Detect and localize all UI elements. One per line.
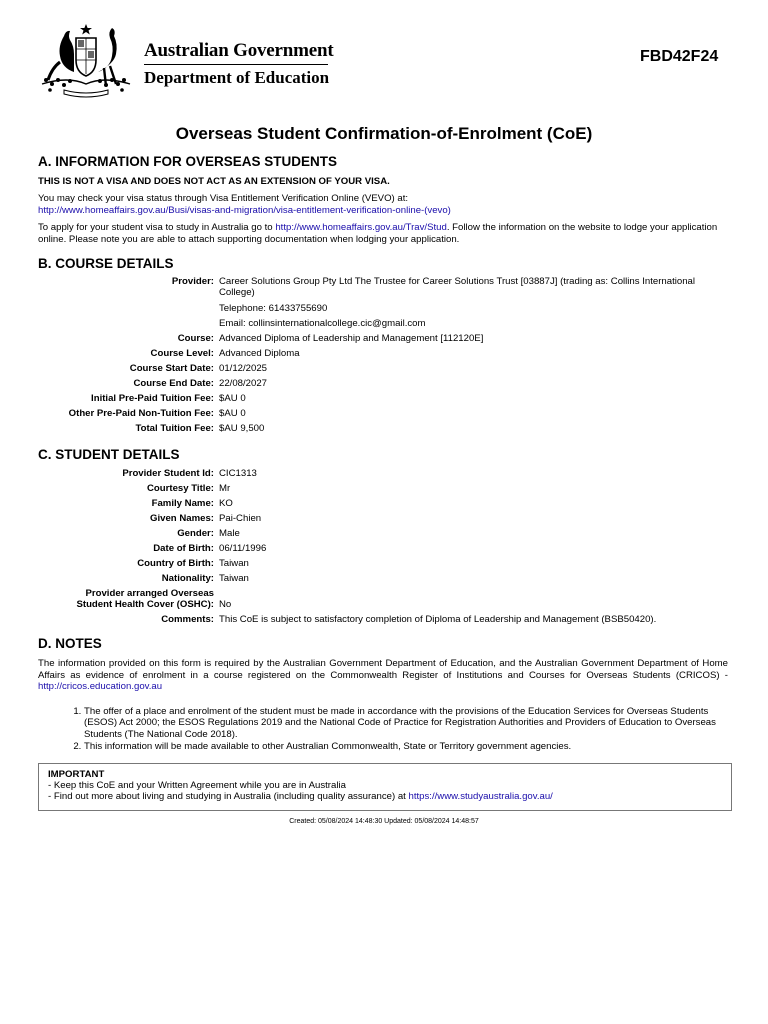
important-heading: IMPORTANT [48,769,105,780]
comments-value: This CoE is subject to satisfactory completion of Diploma of Leadership and Management (BSB50420). [219,614,657,626]
courtesy-title-row [38,483,728,494]
nationality-value: Taiwan [219,572,249,584]
government-wordmark [144,40,333,88]
oshc-label-line2: Student Health Cover (OSHC): [76,599,214,611]
provider-telephone: Telephone: 61433755690 [219,302,328,314]
vevo-link[interactable]: http://www.homeaffairs.gov.au/Busi/visas-and-migration/visa-entitlement-verification-online-(vevo) [38,204,451,216]
country-of-birth-value: Taiwan [219,557,249,569]
family-name-row [38,498,728,509]
country-of-birth-row [38,558,728,569]
document-header [38,22,738,102]
end-date-label: Course End Date: [133,378,214,390]
student-id-label: Provider Student Id: [122,467,214,479]
dob-row [38,543,728,554]
prepaid-nontuition-row [38,408,728,419]
apply-visa-link[interactable]: http://www.homeaffairs.gov.au/Trav/Stud [275,222,447,234]
student-details [38,468,728,626]
important-line-1: - Keep this CoE and your Written Agreement while you are in Australia [48,780,346,791]
student-id-value: CIC1313 [219,467,257,479]
oshc-value: No [219,599,232,611]
nationality-label: Nationality: [161,572,214,584]
vevo-check-text: You may check your visa status through Visa Entitlement Verification Online (VEVO) at: [38,193,409,205]
document-body [38,154,728,753]
study-australia-link[interactable]: https://www.studyaustralia.gov.au/ [408,791,553,802]
total-tuition-value: $AU 9,500 [219,423,265,435]
gender-row [38,528,728,539]
important-line-2 [48,791,722,802]
gender-value: Male [219,527,240,539]
note-item-1: 1. The offer of a place and enrolment of the student must be made in accordance with the provisions of the Education Services for Overseas Students (ESOS) Act 2000; the ESOS Regulations 2019 and the National Code of Practice for Registration Authorities and Providers of Education to Overseas Students (The National Code 2018). [84,706,728,740]
course-level-row [38,348,728,359]
provider-value [219,276,728,330]
apply-visa-text [38,222,728,245]
provider-email: Email: collinsinternationalcollege.cic@gmail.com [219,318,426,330]
total-tuition-label: Total Tuition Fee: [135,423,214,435]
country-of-birth-label: Country of Birth: [137,557,214,569]
prepaid-tuition-row [38,393,728,404]
courtesy-title-value: Mr [219,482,231,494]
provider-row [38,276,728,330]
oshc-label-line1: Provider arranged Overseas [85,587,214,599]
note-item-2: 2. This information will be made available to other Australian Commonwealth, State or Territory government agencies. [84,741,728,752]
course-details [38,276,728,435]
section-b-heading: B. COURSE DETAILS [38,256,174,272]
cricos-link[interactable]: http://cricos.education.gov.au [38,681,163,693]
provider-name: Career Solutions Group Pty Ltd The Trustee for Career Solutions Trust [03887J] (trading as: Collins International College) [219,276,696,299]
comments-row [38,614,728,625]
course-row [38,333,728,344]
gender-label: Gender: [177,527,214,539]
course-label: Course: [177,333,214,345]
not-a-visa-warning: THIS IS NOT A VISA AND DOES NOT ACT AS AN EXTENSION OF YOUR VISA. [38,176,390,187]
section-a-heading: A. INFORMATION FOR OVERSEAS STUDENTS [38,154,338,169]
end-date-row [38,378,728,389]
given-names-row [38,513,728,524]
coat-of-arms-logo [38,22,134,98]
apply-text-post: . Follow the information on the website to lodge your application online. Please note you are able to attach supporting documentation when lodging your application. [38,222,718,245]
family-name-label: Family Name: [151,497,214,509]
courtesy-title-label: Courtesy Title: [147,482,214,494]
given-names-value: Pai-Chien [219,512,262,524]
given-names-label: Given Names: [150,512,214,524]
family-name-value: KO [219,497,233,509]
section-c-heading: C. STUDENT DETAILS [38,446,180,462]
important-box [38,763,732,811]
notes-intro [38,658,728,692]
notes-intro-text: The information provided on this form is required by the Australian Government Department of Education, and the Australian Government Department of Home Affairs as evidence of enrolment in a course registered on the Commonwealth Register of Institutions and Courses for Overseas Students (CRICOS) - [38,658,728,681]
document-code: FBD42F24 [640,48,719,65]
start-date-label: Course Start Date: [129,363,214,375]
important-line-2-text: - Find out more about living and studying in Australia (including quality assurance) at [48,791,409,802]
apply-text-pre: To apply for your student visa to study in Australia go to [38,222,276,234]
document-title: Overseas Student Confirmation-of-Enrolment (CoE) [175,124,593,143]
end-date-value: 22/08/2027 [219,378,268,390]
notes-list [38,706,728,753]
prepaid-nontuition-label: Other Pre-Paid Non-Tuition Fee: [68,408,214,420]
oshc-label [38,588,219,611]
student-id-row [38,468,728,479]
course-level-value: Advanced Diploma [219,348,300,360]
total-tuition-row [38,423,728,434]
prepaid-tuition-value: $AU 0 [219,393,246,405]
timestamps-footer: Created: 05/08/2024 14:48:30 Updated: 05/08/2024 14:48:57 [289,818,479,825]
government-name: Australian Government [144,40,334,61]
provider-label: Provider: [171,276,214,288]
department-name: Department of Education [144,68,330,87]
nationality-row [38,573,728,584]
prepaid-nontuition-value: $AU 0 [219,408,246,420]
dob-value: 06/11/1996 [219,542,267,554]
start-date-row [38,363,728,374]
wordmark-divider [144,64,328,65]
course-level-label: Course Level: [150,348,214,360]
comments-label: Comments: [161,614,214,626]
start-date-value: 01/12/2025 [219,363,268,375]
prepaid-tuition-label: Initial Pre-Paid Tuition Fee: [91,393,214,405]
section-d-heading: D. NOTES [38,636,102,652]
dob-label: Date of Birth: [153,542,214,554]
oshc-row [38,588,728,611]
course-value: Advanced Diploma of Leadership and Management [112120E] [219,333,484,345]
